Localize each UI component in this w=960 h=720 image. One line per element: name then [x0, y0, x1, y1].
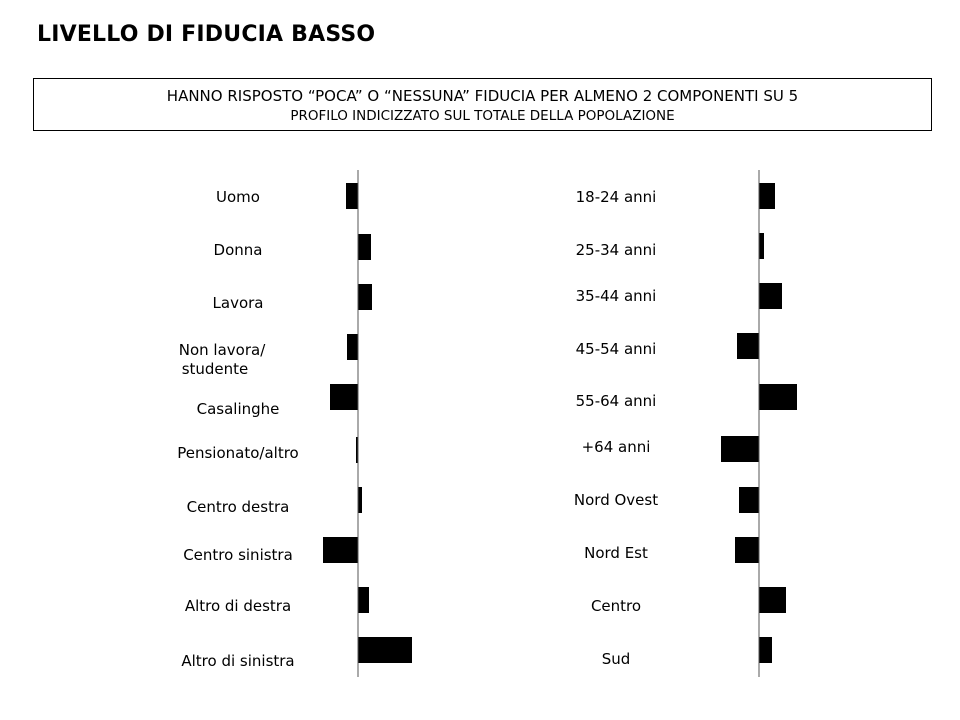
- bar-1-9: [358, 587, 369, 613]
- category-label-2-6: +64 anni: [581, 438, 651, 456]
- category-label-2-9: Centro: [590, 597, 642, 615]
- category-label-1-7: Centro destra: [186, 498, 290, 516]
- bar-2-1: [759, 183, 775, 209]
- page-title: LIVELLO DI FIDUCIA BASSO: [37, 22, 376, 47]
- category-label-2-5: 55-64 anni: [575, 392, 657, 410]
- category-label-2-3: 35-44 anni: [575, 287, 657, 305]
- bar-1-3: [358, 284, 372, 310]
- category-label-1-5: Casalinghe: [196, 400, 280, 418]
- category-label-2-2: 25-34 anni: [575, 241, 657, 259]
- bar-2-9: [759, 587, 786, 613]
- category-label-2-4: 45-54 anni: [575, 340, 657, 358]
- bar-2-6: [721, 436, 759, 462]
- bar-1-10: [358, 637, 412, 663]
- bar-2-10: [759, 637, 772, 663]
- category-label-1-3: Lavora: [212, 294, 264, 312]
- category-label-1-6: Pensionato/altro: [177, 444, 299, 462]
- chart-panel-1: [177, 170, 412, 677]
- category-label-2-10: Sud: [601, 650, 631, 668]
- category-label-2-1: 18-24 anni: [575, 188, 657, 206]
- category-label-2-7: Nord Ovest: [573, 491, 659, 509]
- bar-2-7: [739, 487, 759, 513]
- category-label-2-8: Nord Est: [584, 544, 648, 562]
- bar-1-2: [358, 234, 371, 260]
- bar-2-5: [759, 384, 797, 410]
- bar-1-7: [358, 487, 362, 513]
- bar-2-8: [735, 537, 759, 563]
- bar-2-4: [737, 333, 759, 359]
- bar-1-4: [347, 334, 358, 360]
- bar-1-1: [346, 183, 358, 209]
- chart-panel-2: [574, 170, 797, 677]
- bar-2-2: [759, 233, 764, 259]
- category-label-1-2: Donna: [213, 241, 263, 259]
- subtitle-main: HANNO RISPOSTO “POCA” O “NESSUNA” FIDUCIA PER ALMENO 2 COMPONENTI SU 5: [166, 87, 799, 105]
- category-label-1-4: Non lavora/ studente: [178, 341, 266, 378]
- category-label-1-1: Uomo: [216, 188, 260, 206]
- category-label-1-9: Altro di destra: [184, 597, 292, 615]
- bar-2-3: [759, 283, 782, 309]
- subtitle-secondary: PROFILO INDICIZZATO SUL TOTALE DELLA POPOLAZIONE: [290, 108, 675, 124]
- category-label-1-10: Altro di sinistra: [181, 652, 295, 670]
- category-label-1-8: Centro sinistra: [183, 546, 293, 564]
- bar-1-8: [323, 537, 358, 563]
- bar-1-5: [330, 384, 358, 410]
